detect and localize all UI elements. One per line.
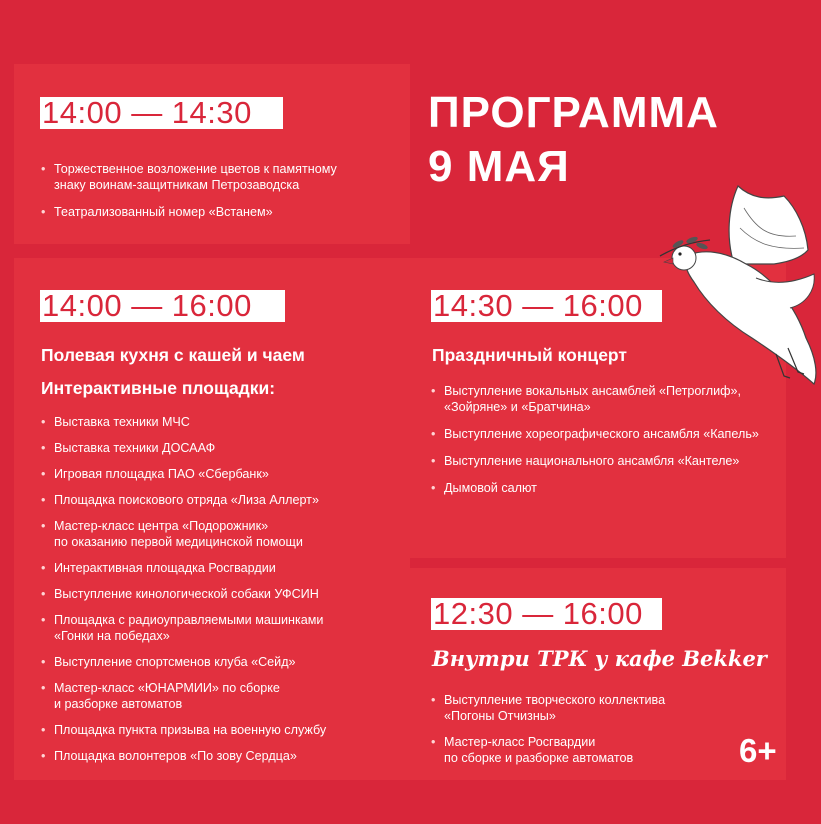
list-item: • Интерактивная площадка Росгвардии	[40, 560, 400, 576]
time-badge-block1: 14:00 — 14:30	[40, 97, 283, 129]
list-item: • Игровая площадка ПАО «Сбербанк»	[40, 466, 400, 482]
list-block1	[40, 161, 400, 220]
list-item: • Дымовой салют	[430, 480, 780, 496]
list-item: • Выступление творческого коллектива «Погоны Отчизны»	[430, 692, 730, 724]
list-item: • Мастер-класс «ЮНАРМИИ» по сборке и разборке автоматов	[40, 680, 400, 712]
list-item: • Выступление национального ансамбля «Кантеле»	[430, 453, 780, 469]
heading-field-kitchen: Полевая кухня с кашей и чаем	[41, 345, 305, 365]
list-block4	[430, 692, 730, 766]
list-item: • Выступление вокальных ансамблей «Петроглиф», «Зойряне» и «Братчина»	[430, 383, 780, 415]
list-item: • Театрализованный номер «Встанем»	[40, 204, 400, 220]
heading-interactive-zones: Интерактивные площадки:	[41, 378, 276, 398]
list-item: • Площадка волонтеров «По зову Сердца»	[40, 748, 400, 764]
list-block3	[430, 383, 780, 496]
time-badge-block2: 14:00 — 16:00	[40, 290, 285, 322]
title-line1: ПРОГРАММА	[428, 88, 719, 137]
list-item: • Торжественное возложение цветов к памятному знаку воинам-защитникам Петрозаводска	[40, 161, 400, 193]
list-item: • Мастер-класс центра «Подорожник» по оказанию первой медицинской помощи	[40, 518, 400, 550]
list-item: • Площадка с радиоуправляемыми машинками «Гонки на победах»	[40, 612, 400, 644]
list-item: • Выступление спортсменов клуба «Сейд»	[40, 654, 400, 670]
dove-icon	[656, 178, 821, 388]
list-item: • Выставка техники МЧС	[40, 414, 400, 430]
list-item: • Площадка поискового отряда «Лиза Аллерт»	[40, 492, 400, 508]
list-item: • Выступление хореографического ансамбля «Капель»	[430, 426, 780, 442]
list-item: • Выступление кинологической собаки УФСИН	[40, 586, 400, 602]
list-item: • Выставка техники ДОСААФ	[40, 440, 400, 456]
title-line2: 9 МАЯ	[428, 142, 570, 191]
time-badge-block4: 12:30 — 16:00	[431, 598, 662, 630]
list-item: • Площадка пункта призыва на военную службу	[40, 722, 400, 738]
heading-concert: Праздничный концерт	[432, 345, 627, 365]
time-badge-block3: 14:30 — 16:00	[431, 290, 662, 322]
age-rating-badge: 6+	[739, 732, 777, 769]
list-item: • Мастер-класс Росгвардии по сборке и разборке автоматов	[430, 734, 730, 766]
venue-label: Внутри ТРК у кафе Bekker	[432, 646, 767, 671]
list-block2	[40, 414, 400, 764]
